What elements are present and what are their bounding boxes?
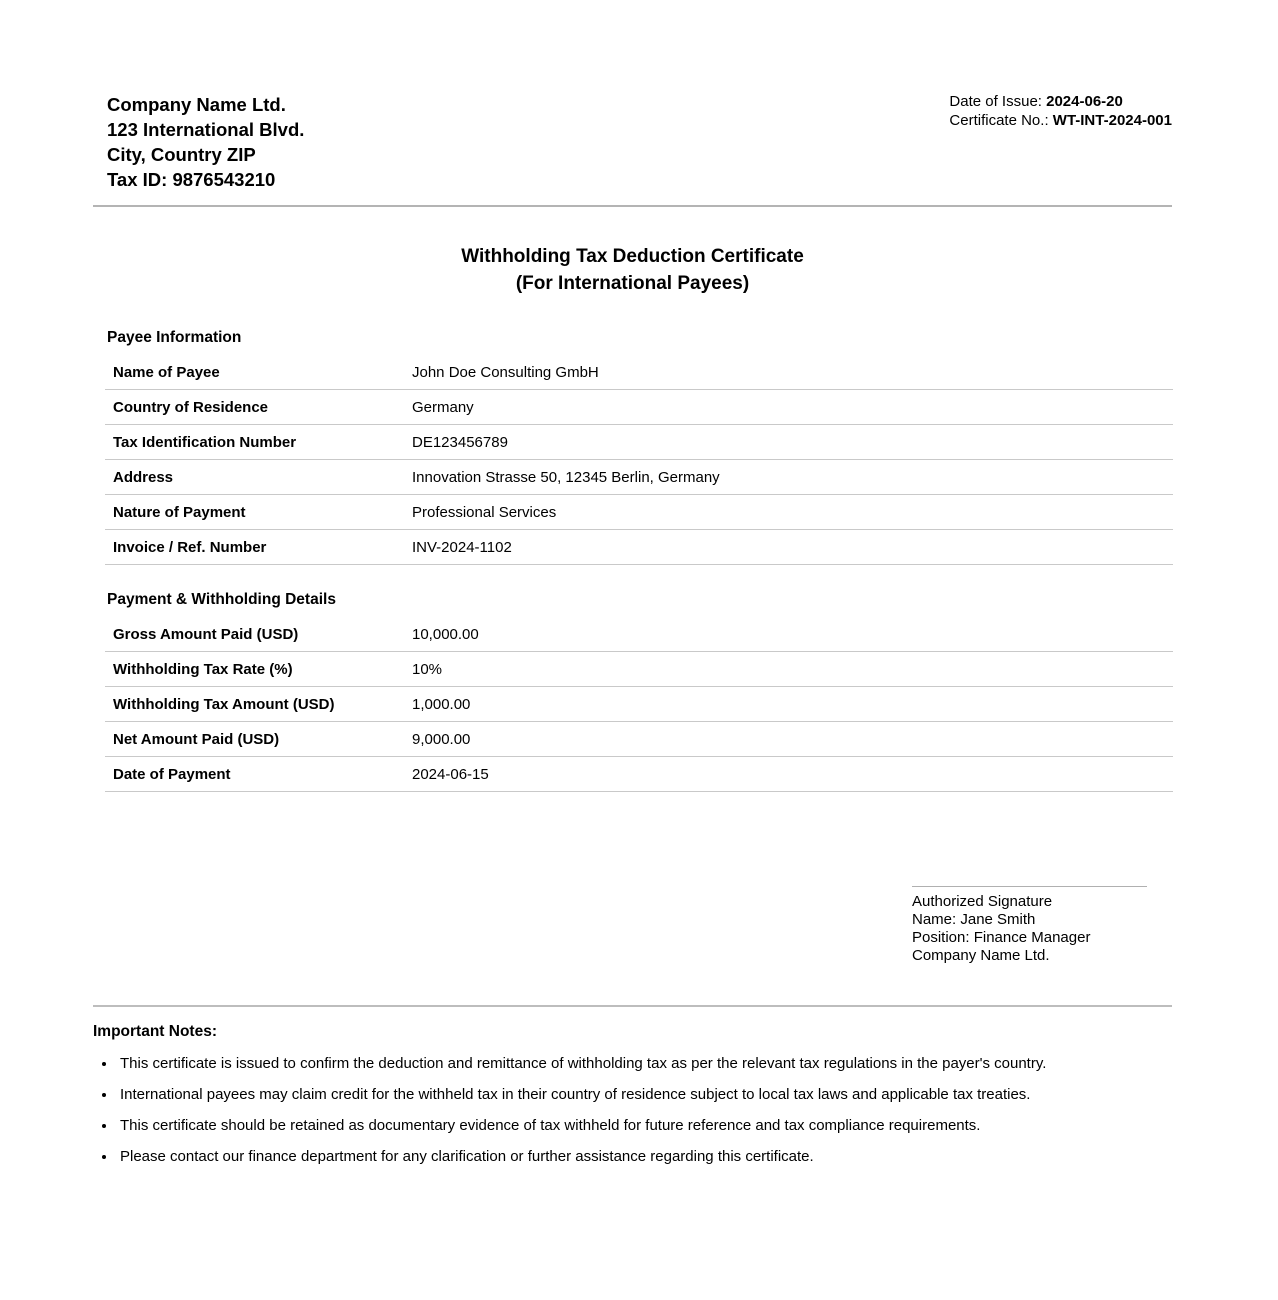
row-label: Date of Payment [113,765,231,783]
row-label: Name of Payee [113,363,220,381]
certificate-number [949,112,1172,131]
row-label: Address [113,468,174,486]
header-divider [93,205,1172,207]
row-label: Nature of Payment [113,503,246,521]
page-content [93,0,1172,1166]
table-row [105,495,1173,530]
company-city: City, Country ZIP [107,144,256,165]
payment-table [105,617,1173,792]
row-value: INV-2024-1102 [412,538,512,556]
table-row [105,652,1173,687]
document-title-line1: Withholding Tax Deduction Certificate [461,246,804,267]
row-value: 10,000.00 [412,625,479,643]
notes-divider [93,1005,1172,1007]
table-row [105,687,1173,722]
row-label: Gross Amount Paid (USD) [113,625,299,643]
table-row [105,460,1173,495]
row-value: 2024-06-15 [412,765,489,783]
table-row [105,530,1173,565]
document-title [93,243,1172,297]
row-label: Withholding Tax Rate (%) [113,660,293,678]
table-row [105,355,1173,390]
note-item: • Please contact our finance department for any clarification or further assistance regarding this certificate. [117,1148,1172,1166]
row-value: Professional Services [412,503,557,521]
table-row [105,757,1173,792]
signature-company: Company Name Ltd. [912,947,1050,964]
note-item: • This certificate should be retained as documentary evidence of tax withheld for future reference and tax compliance requirements. [117,1117,1172,1135]
row-value: Germany [412,398,474,416]
issue-meta [949,92,1172,130]
row-value: 10% [412,660,443,678]
row-label: Invoice / Ref. Number [113,538,267,556]
document-header [93,0,1172,192]
notes-list [93,1055,1172,1166]
company-name: Company Name Ltd. [107,94,286,115]
row-value: 9,000.00 [412,730,471,748]
signature-position: Position: Finance Manager [912,929,1091,946]
note-item: • International payees may claim credit for the withheld tax in their country of residence subject to local tax laws and applicable tax treaties. [117,1086,1172,1104]
payee-section-heading: Payee Information [107,329,242,346]
company-tax-id: Tax ID: 9876543210 [107,169,276,190]
notes-heading: Important Notes: [93,1023,217,1040]
document-title-line2: (For International Payees) [515,273,750,294]
date-of-issue-label: Date of Issue: [949,93,1047,110]
table-row [105,722,1173,757]
company-info [93,92,304,192]
row-value: Innovation Strasse 50, 12345 Berlin, Germany [412,468,720,486]
certificate-number-label: Certificate No.: [949,111,1053,129]
certificate-number-value: WT-INT-2024-001 [1052,111,1172,129]
company-address: 123 International Blvd. [107,119,305,140]
note-item: • This certificate is issued to confirm the deduction and remittance of withholding tax as per the relevant tax regulations in the payer's country. [117,1055,1172,1073]
payment-section-heading: Payment & Withholding Details [107,591,336,608]
signature-block [912,886,1147,965]
row-value: John Doe Consulting GmbH [412,363,599,381]
table-row [105,390,1173,425]
row-label: Tax Identification Number [113,433,297,451]
row-label: Net Amount Paid (USD) [113,730,280,748]
table-row [105,425,1173,460]
date-of-issue-value: 2024-06-20 [1046,93,1123,110]
row-label: Withholding Tax Amount (USD) [113,695,335,713]
payee-table [105,355,1173,565]
signature-name: Name: Jane Smith [912,911,1036,928]
date-of-issue [949,93,1172,112]
row-value: DE123456789 [412,433,508,451]
signature-title: Authorized Signature [912,893,1053,910]
table-row [105,617,1173,652]
row-value: 1,000.00 [412,695,471,713]
row-label: Country of Residence [113,398,269,416]
